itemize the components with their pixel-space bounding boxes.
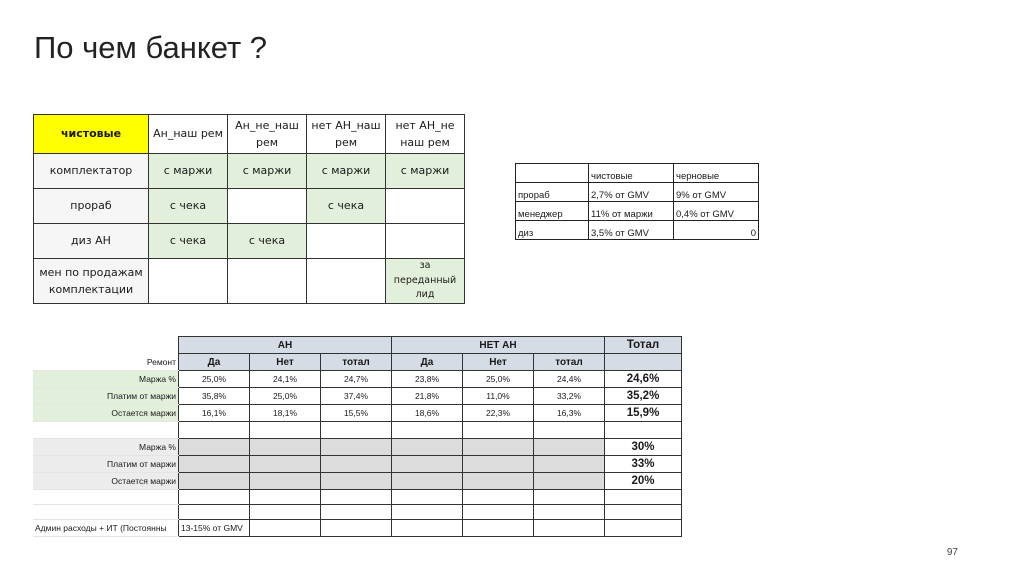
- spacer-row: [33, 490, 682, 505]
- group-header-net-an: НЕТ АН: [392, 337, 605, 354]
- table-cell: с чека: [307, 189, 386, 224]
- table-row: [516, 221, 759, 240]
- total-cell: 35,2%: [605, 388, 682, 405]
- table-cell: 25,0%: [463, 371, 534, 388]
- sub-header-cell: Да: [392, 354, 463, 371]
- table-cell: 24,7%: [321, 371, 392, 388]
- row-label: Остается маржи: [33, 473, 179, 490]
- header-cell: чистовые: [34, 115, 149, 154]
- header-cell: черновые: [674, 164, 759, 183]
- group-header-an: АН: [179, 337, 392, 354]
- row-label: мен по продажам комплектации: [34, 259, 149, 304]
- table-cell: 0,4% от GMV: [674, 202, 759, 221]
- table-cell: [149, 259, 228, 304]
- row-label: Маржа %: [33, 439, 179, 456]
- table-cell: 9% от GMV: [674, 183, 759, 202]
- table-cell: с маржи: [228, 154, 307, 189]
- row-label: Маржа %: [33, 371, 179, 388]
- spacer-row: [33, 505, 682, 520]
- admin-label: Админ расходы + ИТ (Постоянны: [33, 520, 179, 537]
- table-row: [33, 456, 682, 473]
- table-row: [33, 473, 682, 490]
- table-cell: с чека: [149, 224, 228, 259]
- table-cell: [307, 259, 386, 304]
- table-row: [33, 388, 682, 405]
- row-label: Остается маржи: [33, 405, 179, 422]
- table-cell: 11,0%: [463, 388, 534, 405]
- group-header-row: [33, 337, 682, 354]
- table-cell: 25,0%: [179, 371, 250, 388]
- row-label: Платим от маржи: [33, 456, 179, 473]
- table-row: [34, 259, 465, 304]
- page-number: 97: [946, 547, 958, 558]
- header-cell: [516, 164, 589, 183]
- table-cell: с маржи: [307, 154, 386, 189]
- table-cell: [386, 189, 465, 224]
- table-cell: 35,8%: [179, 388, 250, 405]
- table-cell: 16,3%: [534, 405, 605, 422]
- row-label: комплектатор: [34, 154, 149, 189]
- table-cell: с чека: [228, 224, 307, 259]
- table-row: [34, 224, 465, 259]
- row-label: менеджер: [516, 202, 589, 221]
- table-header-row: [34, 115, 465, 154]
- table-cell: 24,4%: [534, 371, 605, 388]
- table-cell: 11% от маржи: [589, 202, 674, 221]
- sub-header-cell: Да: [179, 354, 250, 371]
- sub-header-cell: Нет: [250, 354, 321, 371]
- table-cell: [228, 189, 307, 224]
- row-label: прораб: [516, 183, 589, 202]
- commission-matrix-table: [33, 114, 465, 304]
- table-cell: 18,1%: [250, 405, 321, 422]
- table-row: [33, 405, 682, 422]
- table-cell: 18,6%: [392, 405, 463, 422]
- admin-value: 13-15% от GMV: [179, 520, 250, 537]
- table-row: [516, 202, 759, 221]
- table-row: [516, 183, 759, 202]
- sub-header-cell: тотал: [534, 354, 605, 371]
- group-header-total: Тотал: [605, 337, 682, 354]
- total-cell: 24,6%: [605, 371, 682, 388]
- table-cell: с чека: [149, 189, 228, 224]
- table-cell: [228, 259, 307, 304]
- total-cell: 30%: [605, 439, 682, 456]
- rates-table: [515, 163, 759, 240]
- table-cell: 22,3%: [463, 405, 534, 422]
- page-title: По чем банкет ?: [34, 30, 268, 65]
- table-cell: 24,1%: [250, 371, 321, 388]
- table-cell: 33,2%: [534, 388, 605, 405]
- table-cell: 21,8%: [392, 388, 463, 405]
- header-cell: Ан_не_наш рем: [228, 115, 307, 154]
- table-cell: 2,7% от GMV: [589, 183, 674, 202]
- row-label: диз: [516, 221, 589, 240]
- table-cell: [307, 224, 386, 259]
- header-cell: Ан_наш рем: [149, 115, 228, 154]
- table-cell: 23,8%: [392, 371, 463, 388]
- sub-header-cell: тотал: [321, 354, 392, 371]
- sub-header-row: [33, 354, 682, 371]
- total-cell: 20%: [605, 473, 682, 490]
- table-cell: 16,1%: [179, 405, 250, 422]
- table-cell: с маржи: [386, 154, 465, 189]
- table-cell: с маржи: [149, 154, 228, 189]
- total-cell: 15,9%: [605, 405, 682, 422]
- row-label: прораб: [34, 189, 149, 224]
- table-row: [33, 439, 682, 456]
- table-cell: 25,0%: [250, 388, 321, 405]
- table-row: [34, 154, 465, 189]
- table-cell: 37,4%: [321, 388, 392, 405]
- row-header-label: Ремонт: [33, 354, 179, 371]
- table-cell: 0: [674, 221, 759, 240]
- table-cell: 3,5% от GMV: [589, 221, 674, 240]
- admin-row: [33, 520, 682, 537]
- header-cell: чистовые: [589, 164, 674, 183]
- header-cell: нет АН_наш рем: [307, 115, 386, 154]
- total-cell: 33%: [605, 456, 682, 473]
- header-cell: нет АН_не наш рем: [386, 115, 465, 154]
- table-row: [34, 189, 465, 224]
- table-cell: за переданный лид: [386, 259, 465, 304]
- row-label: Платим от маржи: [33, 388, 179, 405]
- table-cell: [386, 224, 465, 259]
- spacer-row: [33, 422, 682, 439]
- table-row: [33, 371, 682, 388]
- margin-table: [33, 336, 682, 537]
- sub-header-cell: Нет: [463, 354, 534, 371]
- row-label: диз АН: [34, 224, 149, 259]
- table-header-row: [516, 164, 759, 183]
- table-cell: 15,5%: [321, 405, 392, 422]
